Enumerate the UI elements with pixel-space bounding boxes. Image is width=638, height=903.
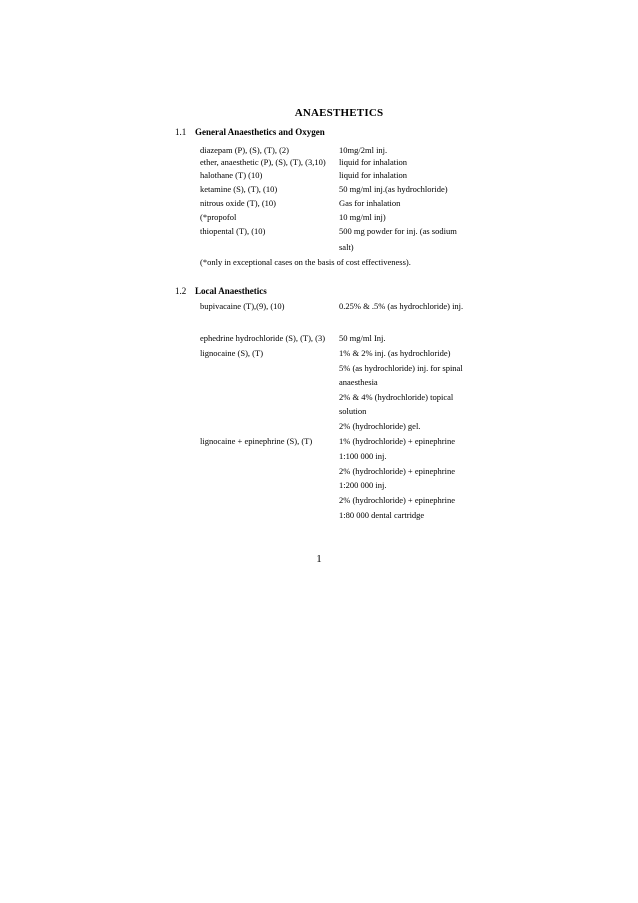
page-title: ANAESTHETICS	[294, 107, 384, 119]
drug-form: 1:80 000 dental cartridge	[339, 510, 425, 520]
drug-name: lignocaine (S), (T)	[200, 348, 264, 358]
drug-form: 0.25% & .5% (as hydrochloride) inj.	[339, 301, 464, 311]
drug-form: Gas for inhalation	[339, 198, 401, 208]
drug-form: 2% (hydrochloride) + epinephrine	[339, 495, 455, 505]
drug-name: ephedrine hydrochloride (S), (T), (3)	[200, 333, 326, 343]
section-heading-general-anaesthetics	[175, 127, 325, 137]
drug-name: ether, anaesthetic (P), (S), (T), (3,10)	[200, 157, 326, 167]
drug-name: lignocaine + epinephrine (S), (T)	[200, 436, 313, 446]
page-number: 1	[316, 553, 322, 565]
drug-name: halothane (T) (10)	[200, 170, 263, 180]
section-number: 1.2	[175, 286, 187, 296]
section-number: 1.1	[175, 127, 187, 137]
section-note: (*only in exceptional cases on the basis of cost effectiveness).	[200, 257, 411, 267]
drug-form: liquid for inhalation	[339, 170, 407, 180]
drug-form: 2% & 4% (hydrochloride) topical	[339, 392, 454, 402]
drug-form: 1:100 000 inj.	[339, 451, 387, 461]
drug-form: 5% (as hydrochloride) inj. for spinal	[339, 363, 463, 373]
drug-form: 10 mg/ml inj)	[339, 212, 386, 222]
drug-form: 50 mg/ml inj.(as hydrochloride)	[339, 184, 448, 194]
drug-name: diazepam (P), (S), (T), (2)	[200, 145, 289, 155]
drug-form: 2% (hydrochloride) gel.	[339, 421, 421, 431]
drug-form: 10mg/2ml inj.	[339, 145, 388, 155]
drug-form: 500 mg powder for inj. (as sodium	[339, 226, 457, 236]
drug-form: salt)	[339, 242, 354, 252]
section-heading-local-anaesthetics	[175, 286, 267, 296]
drug-form: 1:200 000 inj.	[339, 480, 387, 490]
drug-form: 1% (hydrochloride) + epinephrine	[339, 436, 455, 446]
drug-form: anaesthesia	[339, 377, 378, 387]
drug-form: 1% & 2% inj. (as hydrochloride)	[339, 348, 451, 358]
drug-name: ketamine (S), (T), (10)	[200, 184, 278, 194]
drug-form: liquid for inhalation	[339, 157, 407, 167]
drug-form: 50 mg/ml Inj.	[339, 333, 386, 343]
drug-form: 2% (hydrochloride) + epinephrine	[339, 466, 455, 476]
drug-name: thiopental (T), (10)	[200, 226, 266, 236]
drug-name: bupivacaine (T),(9), (10)	[200, 301, 285, 311]
section-title: Local Anaesthetics	[195, 286, 267, 296]
section-title: General Anaesthetics and Oxygen	[195, 127, 325, 137]
drug-form: solution	[339, 406, 367, 416]
drug-name: (*propofol	[200, 212, 237, 222]
drug-name: nitrous oxide (T), (10)	[200, 198, 277, 208]
